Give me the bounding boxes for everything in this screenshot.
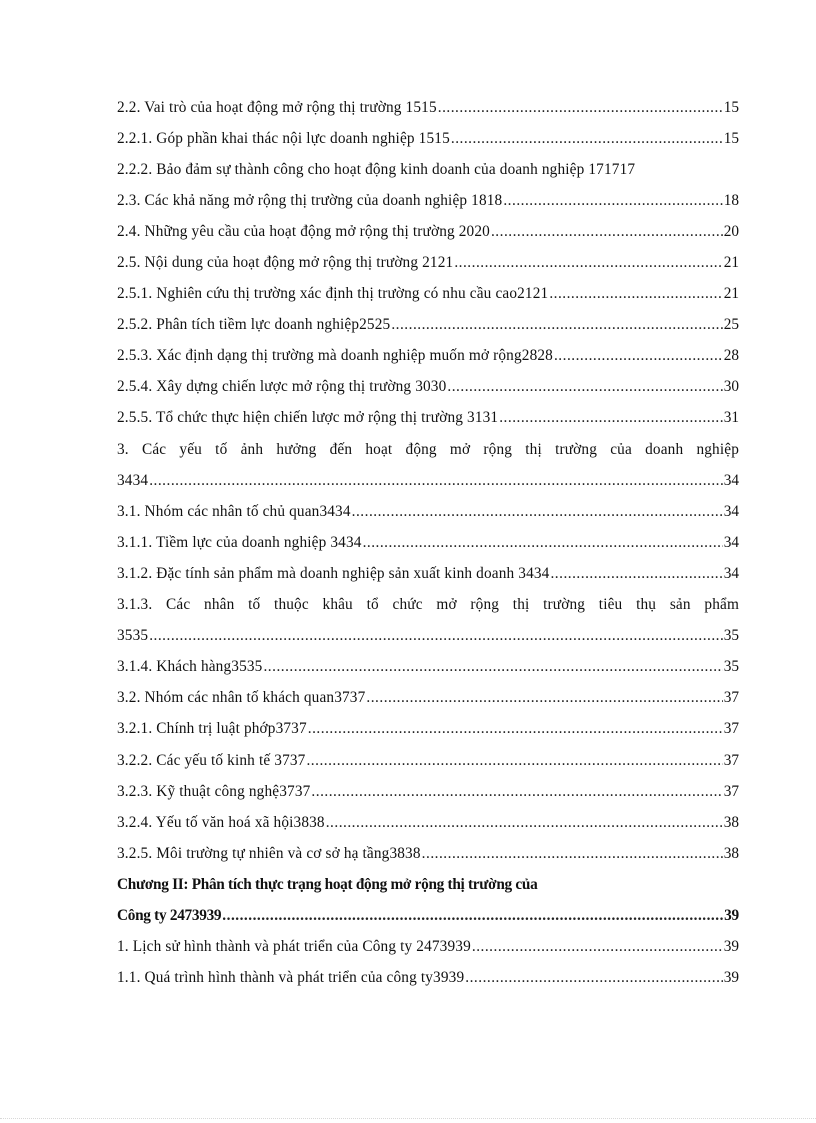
toc-page-number: 34 [723, 533, 739, 551]
toc-entry[interactable] [117, 247, 739, 278]
toc-entry-text: 2.5.2. Phân tích tiềm lực doanh nghiệp2525 [117, 316, 391, 334]
toc-page-number: 38 [723, 813, 739, 831]
toc-entry-text: 1.1. Quá trình hình thành và phát triển của công ty3939 [117, 969, 465, 987]
toc-page-number: 39 [724, 906, 739, 924]
toc-entry[interactable] [117, 714, 739, 745]
toc-entry[interactable] [117, 558, 739, 589]
toc-entry[interactable] [117, 403, 739, 434]
toc-page-number: 21 [723, 254, 739, 272]
toc-page-number: 37 [723, 782, 739, 800]
table-of-contents [117, 92, 739, 994]
toc-chapter-heading[interactable] [117, 869, 739, 900]
toc-page-number: 18 [723, 191, 739, 209]
toc-chapter-heading-continuation[interactable] [117, 900, 739, 931]
toc-entry-text: 2.3. Các khả năng mở rộng thị trường của doanh nghiệp 1818 [117, 191, 503, 209]
toc-entry-text: 3434 [117, 471, 149, 489]
toc-entry-continuation[interactable] [117, 465, 739, 496]
dot-leader [326, 814, 723, 832]
toc-page-number: 37 [723, 751, 739, 769]
toc-entry-text: 3.2.2. Các yếu tố kinh tế 3737 [117, 751, 306, 769]
toc-page-number: 35 [723, 658, 739, 676]
dot-leader [465, 969, 722, 987]
toc-page-number: 35 [723, 627, 739, 645]
toc-entry[interactable] [117, 527, 739, 558]
toc-entry[interactable] [117, 776, 739, 807]
toc-page-number: 39 [723, 969, 739, 987]
toc-entry-text: 2.2.2. Bảo đảm sự thành công cho hoạt động kinh doanh của doanh nghiệp 171717 [117, 160, 636, 178]
toc-page-number: 15 [723, 98, 739, 116]
toc-entry-text: 2.2.1. Góp phần khai thác nội lực doanh nghiệp 1515 [117, 129, 450, 147]
dot-leader [554, 347, 723, 365]
toc-page-number: 20 [723, 222, 739, 240]
toc-page-number: 37 [723, 720, 739, 738]
page-bottom-divider [0, 1118, 816, 1119]
dot-leader [491, 223, 723, 241]
dot-leader [438, 99, 723, 117]
toc-page-number: 37 [723, 689, 739, 707]
dot-leader [222, 907, 723, 925]
toc-entry-text: 3.1.4. Khách hàng3535 [117, 658, 263, 676]
toc-entry-text: 2.5.5. Tổ chức thực hiện chiến lược mở rộng thị trường 3131 [117, 409, 499, 427]
dot-leader [149, 627, 723, 645]
toc-entry[interactable] [117, 216, 739, 247]
toc-entry[interactable] [117, 310, 739, 341]
toc-page-number: 21 [723, 285, 739, 303]
toc-entry[interactable] [117, 652, 739, 683]
toc-entry[interactable] [117, 341, 739, 372]
toc-entry[interactable] [117, 838, 739, 869]
toc-page-number: 34 [723, 564, 739, 582]
toc-page-number: 25 [723, 316, 739, 334]
toc-entry[interactable] [117, 963, 739, 994]
toc-entry[interactable] [117, 807, 739, 838]
toc-page-number: 30 [723, 378, 739, 396]
dot-leader [499, 409, 722, 427]
toc-entry-text: 2.5.4. Xây dựng chiến lược mở rộng thị trường 3030 [117, 378, 447, 396]
toc-entry-text: 3.2.4. Yếu tố văn hoá xã hội3838 [117, 813, 325, 831]
toc-page-number: 31 [723, 409, 739, 427]
dot-leader [422, 845, 723, 863]
toc-page-number: 34 [723, 471, 739, 489]
toc-entry-text: 3535 [117, 627, 149, 645]
toc-entry-text: 3.2.1. Chính trị luật phớp3737 [117, 720, 307, 738]
dot-leader [454, 254, 722, 272]
dot-leader [306, 752, 722, 770]
toc-entry-text: 2.2. Vai trò của hoạt động mở rộng thị trường 1515 [117, 98, 437, 116]
toc-entry-text: 3. Các yếu tố ảnh hưởng đến hoạt động mở rộng thị trường của doanh nghiệp [117, 440, 739, 458]
toc-entry-text: 3.1. Nhóm các nhân tố chủ quan3434 [117, 502, 351, 520]
toc-entry-text: 3.2.5. Môi trường tự nhiên và cơ sở hạ tầng3838 [117, 844, 421, 862]
toc-page-number: 34 [723, 502, 739, 520]
dot-leader [308, 720, 723, 738]
toc-entry[interactable] [117, 932, 739, 963]
toc-entry-text: 2.4. Những yêu cầu của hoạt động mở rộng thị trường 2020 [117, 222, 490, 240]
dot-leader [263, 658, 722, 676]
dot-leader [352, 503, 723, 521]
toc-entry-text: 2.5.1. Nghiên cứu thị trường xác định thị trường có nhu cầu cao2121 [117, 285, 549, 303]
dot-leader [149, 472, 723, 490]
toc-entry-text: 1. Lịch sử hình thành và phát triển của Công ty 2473939 [117, 938, 471, 956]
dot-leader [366, 689, 722, 707]
toc-page-number: 28 [723, 347, 739, 365]
dot-leader [549, 285, 722, 303]
toc-entry[interactable] [117, 123, 739, 154]
toc-entry[interactable] [117, 372, 739, 403]
toc-entry[interactable] [117, 434, 739, 465]
toc-entry-text: 3.1.1. Tiềm lực của doanh nghiệp 3434 [117, 533, 362, 551]
toc-entry[interactable] [117, 590, 739, 621]
dot-leader [447, 378, 722, 396]
dot-leader [503, 192, 722, 210]
toc-entry[interactable] [117, 92, 739, 123]
dot-leader [472, 938, 723, 956]
toc-entry-text: 3.1.2. Đặc tính sản phẩm mà doanh nghiệp sản xuất kinh doanh 3434 [117, 564, 550, 582]
toc-entry[interactable] [117, 279, 739, 310]
toc-entry[interactable] [117, 496, 739, 527]
dot-leader [451, 130, 723, 148]
toc-entry-text: Công ty 2473939 [117, 906, 222, 924]
toc-entry[interactable] [117, 154, 739, 185]
toc-entry-text: 2.5.3. Xác định dạng thị trường mà doanh nghiệp muốn mở rộng2828 [117, 347, 553, 365]
dot-leader [311, 783, 722, 801]
toc-entry[interactable] [117, 683, 739, 714]
toc-entry-text: 3.2. Nhóm các nhân tố khách quan3737 [117, 689, 366, 707]
toc-page-number: 38 [723, 844, 739, 862]
dot-leader [363, 534, 723, 552]
toc-entry-continuation[interactable] [117, 621, 739, 652]
toc-page-number: 39 [723, 938, 739, 956]
toc-entry-text: 2.5. Nội dung của hoạt động mở rộng thị trường 2121 [117, 254, 454, 272]
toc-entry[interactable] [117, 745, 739, 776]
dot-leader [391, 316, 722, 334]
dot-leader [550, 565, 722, 583]
toc-entry[interactable] [117, 185, 739, 216]
toc-entry-text: Chương II: Phân tích thực trạng hoạt động mở rộng thị trường của [117, 875, 538, 893]
toc-entry-text: 3.2.3. Kỹ thuật công nghệ3737 [117, 782, 311, 800]
toc-page-number: 15 [723, 129, 739, 147]
toc-entry-text: 3.1.3. Các nhân tố thuộc khâu tổ chức mở rộng thị trường tiêu thụ sản phẩm [117, 596, 739, 614]
